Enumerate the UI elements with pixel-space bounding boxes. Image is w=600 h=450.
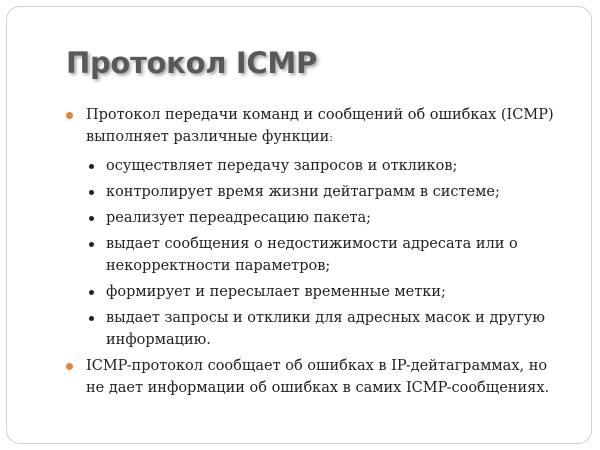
function-item <box>86 207 566 229</box>
function-text: реализует переадресацию пакета; <box>106 210 372 226</box>
functions-list <box>86 155 566 351</box>
intro-text: Протокол передачи команд и сообщений об ошибках (ICMP) выполняет различные функции <box>86 107 554 145</box>
bullet-intro <box>66 104 566 351</box>
function-item <box>86 307 566 351</box>
main-bullet-list <box>66 104 566 399</box>
bullet-closing <box>66 355 566 399</box>
dot-bullet-icon <box>89 164 94 169</box>
dot-bullet-icon <box>89 290 94 295</box>
function-item <box>86 181 566 203</box>
dot-bullet-icon <box>89 190 94 195</box>
function-item <box>86 155 566 177</box>
orange-bullet-icon <box>66 112 73 119</box>
orange-bullet-icon <box>66 363 73 370</box>
closing-text: ICMP-протокол сообщает об ошибках в IP-дейтаграммах, но не дает информации об ошибках в самих ICMP-сообщениях. <box>86 358 550 396</box>
dot-bullet-icon <box>89 216 94 221</box>
slide-content <box>66 104 566 402</box>
function-item <box>86 281 566 303</box>
slide-title: Протокол ICMP <box>66 46 317 80</box>
function-text: контролирует время жизни дейтаграмм в системе; <box>106 184 500 200</box>
dot-bullet-icon <box>89 242 94 247</box>
function-item <box>86 233 566 277</box>
function-text: выдает сообщения о недостижимости адресата или о некорректности параметров; <box>106 236 518 274</box>
function-text: выдает запросы и отклики для адресных масок и другую информацию. <box>106 310 545 348</box>
function-text: осуществляет передачу запросов и откликов; <box>106 158 458 174</box>
intro-colon: : <box>329 131 334 144</box>
function-text: формирует и пересылает временные метки; <box>106 284 446 300</box>
dot-bullet-icon <box>89 316 94 321</box>
